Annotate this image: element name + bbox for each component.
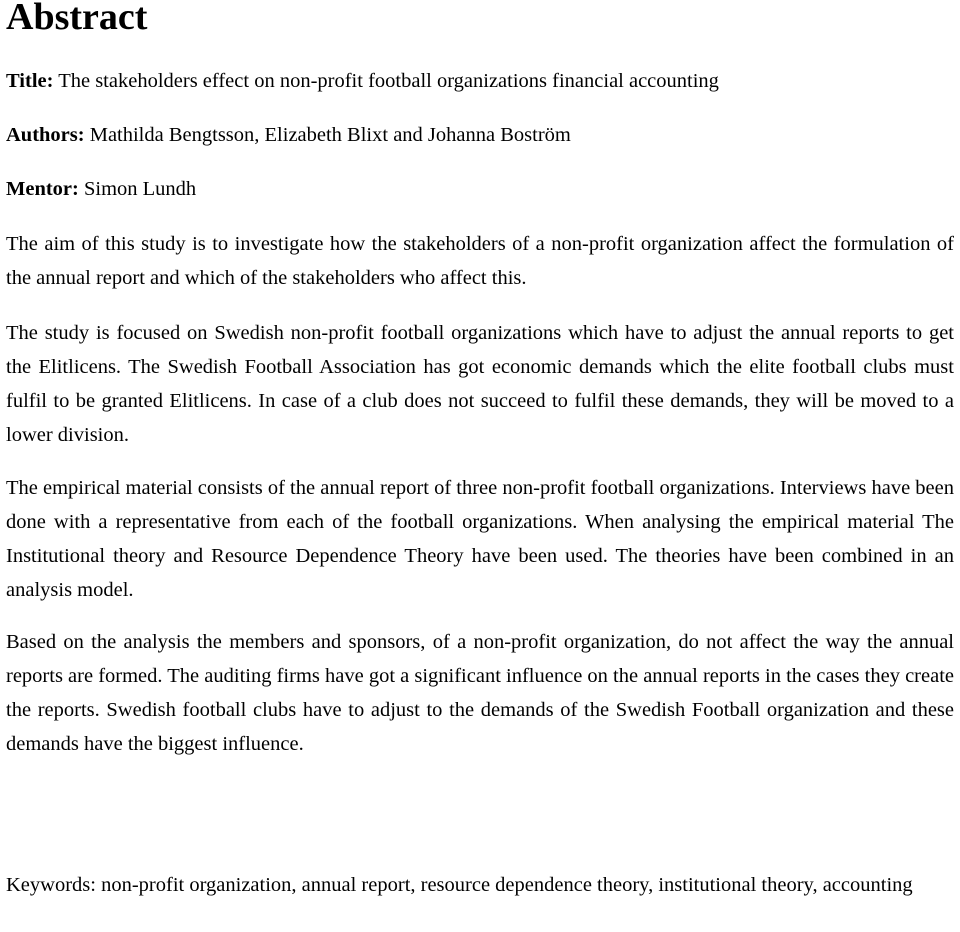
mentor-line: [6, 176, 196, 202]
title-value: The stakeholders effect on non-profit football organizations financial accounting: [53, 70, 719, 92]
keywords: Keywords: non-profit organization, annual report, resource dependence theory, institutional theory, accounting: [6, 874, 913, 896]
mentor-value: Simon Lundh: [78, 178, 197, 200]
paragraph-aim: The aim of this study is to investigate how the stakeholders of a non-profit organization affect the formulation of the annual report and which of the stakeholders who affect this.: [6, 233, 954, 289]
title-line: [6, 68, 719, 94]
authors-label: Authors:: [6, 124, 85, 146]
authors-value: Mathilda Bengtsson, Elizabeth Blixt and Johanna Boström: [84, 124, 571, 146]
paragraph-results: Based on the analysis the members and sponsors, of a non-profit organization, do not affect the way the annual reports are formed. The auditing firms have got a significant influence on the annual reports in the cases they create the reports. Swedish football clubs have to adjust to the demands of the Swedish Football organization and these demands have the biggest influence.: [6, 631, 954, 755]
mentor-label: Mentor:: [6, 178, 79, 200]
title-label: Title:: [6, 70, 54, 92]
authors-line: [6, 122, 571, 148]
paragraph-empirical: The empirical material consists of the annual report of three non-profit football organizations. Interviews have been done with a representative from each of the football organizations. When analysing the empirical material The Institutional theory and Resource Dependence Theory have been used. The theories have been combined in an analysis model.: [6, 477, 954, 601]
page-title: Abstract: [6, 0, 148, 38]
paragraph-focus: The study is focused on Swedish non-profit football organizations which have to adjust the annual reports to get the Elitlicens. The Swedish Football Association has got economic demands which the elite football clubs must fulfil to be granted Elitlicens. In case of a club does not succeed to fulfil these demands, they will be moved to a lower division.: [6, 322, 954, 446]
